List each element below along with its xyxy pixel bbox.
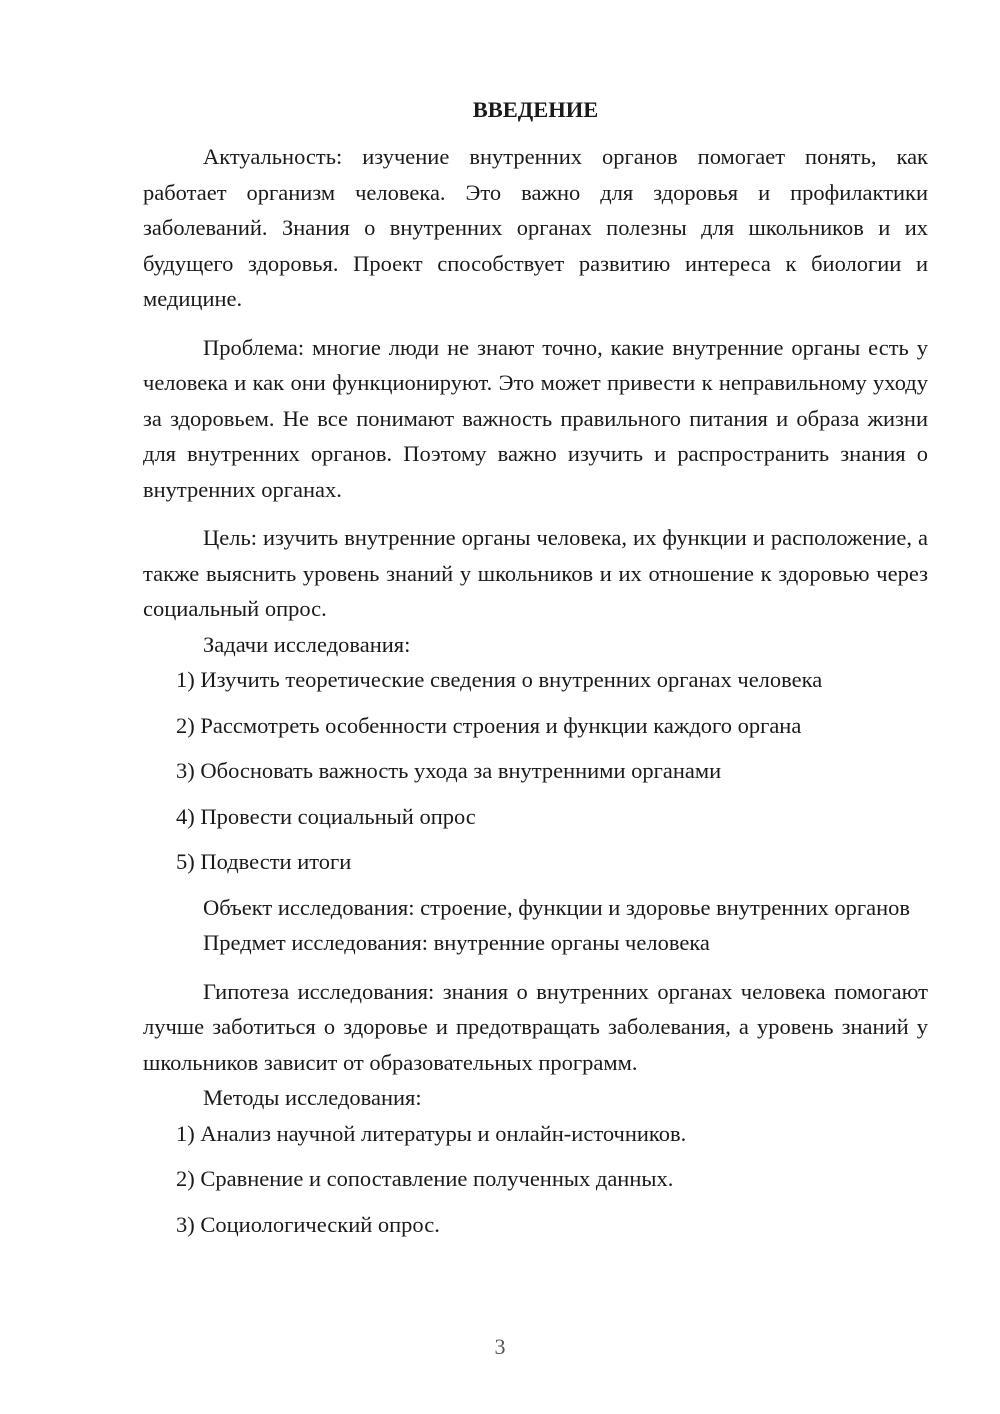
methods-heading: Методы исследования: <box>203 1085 422 1110</box>
relevance-paragraph: Актуальность: изучение внутренних органов помогает понять, как работает организм человека. Это важно для здоровья и профилактики заболеваний. Знания о внутренних органах полезны для школьников и их будущего здоровья. Проект способствует развитию интереса к биологии и медицине. <box>143 144 928 311</box>
methods-list <box>143 1116 928 1243</box>
subject-paragraph: Предмет исследования: внутренние органы человека <box>203 930 710 955</box>
page-number: 3 <box>494 1334 506 1359</box>
list-item: 2) Сравнение и сопоставление полученных данных. <box>176 1166 674 1191</box>
problem-paragraph: Проблема: многие люди не знают точно, какие внутренние органы есть у человека и как они функционируют. Это может привести к неправильному уходу за здоровьем. Не все понимают важность правильного питания и образа жизни для внутренних органов. Поэтому важно изучить и распространить знания о внутренних органах. <box>143 334 928 502</box>
list-item: 1) Анализ научной литературы и онлайн-источников. <box>176 1120 687 1146</box>
document-body <box>143 96 928 1252</box>
tasks-heading: Задачи исследования: <box>203 631 411 657</box>
tasks-list <box>143 662 928 880</box>
goal-paragraph: Цель: изучить внутренние органы человека, их функции и расположение, а также выяснить уровень знаний у школьников и их отношение к здоровью через социальный опрос. <box>143 525 928 621</box>
list-item: 2) Рассмотреть особенности строения и функции каждого органа <box>176 712 802 738</box>
object-paragraph: Объект исследования: строение, функции и здоровье внутренних органов <box>203 894 910 920</box>
list-item: 3) Социологический опрос. <box>176 1211 440 1237</box>
list-item: 5) Подвести итоги <box>176 849 352 874</box>
list-item: 3) Обосновать важность ухода за внутренними органами <box>176 758 722 783</box>
list-item: 1) Изучить теоретические сведения о внутренних органах человека <box>176 667 823 692</box>
hypothesis-paragraph: Гипотеза исследования: знания о внутренних органах человека помогают лучше заботиться о здоровье и предотвращать заболевания, а уровень знаний у школьников зависит от образовательных программ. <box>143 978 928 1075</box>
page-title: ВВЕДЕНИЕ <box>472 97 599 122</box>
list-item: 4) Провести социальный опрос <box>176 803 476 829</box>
